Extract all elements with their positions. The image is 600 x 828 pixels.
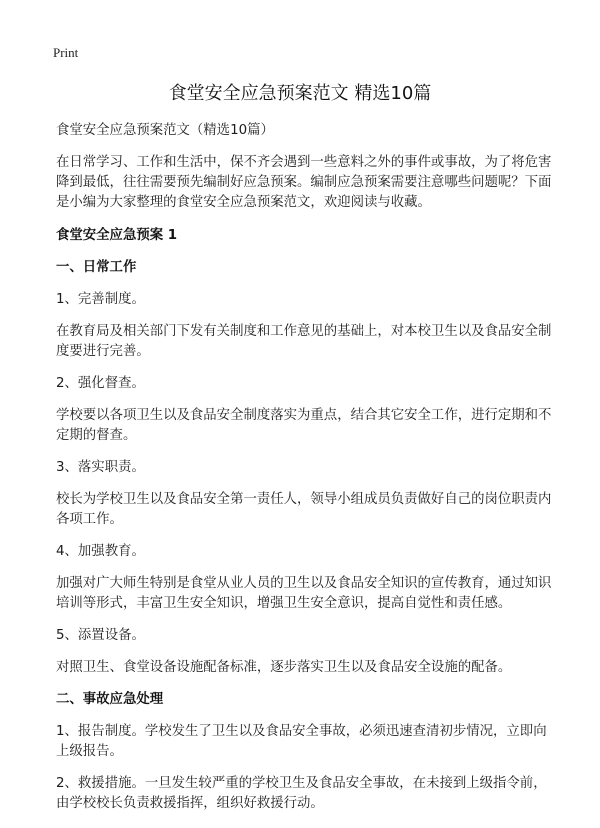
part1-heading: 一、日常工作	[56, 260, 137, 275]
part1-item2-label: 2、强化督查。	[56, 376, 145, 391]
document-title: 食堂安全应急预案范文 精选10篇	[168, 83, 432, 104]
part1-item1-text: 在教育局及相关部门下发有关制度和工作意见的基础上，对本校卫生以及食品安全制度要进行完善。	[56, 324, 552, 359]
part1-item4-label: 4、加强教育。	[56, 544, 145, 559]
document-body	[56, 121, 556, 826]
part1-item1-label: 1、完善制度。	[56, 292, 145, 307]
part1-item3-label: 3、落实职责。	[56, 460, 145, 475]
print-label: Print	[53, 45, 79, 60]
part2-heading: 二、事故应急处理	[56, 692, 164, 707]
part1-item4-text: 加强对广大师生特别是食堂从业人员的卫生以及食品安全知识的宣传教育，通过知识培训等形式，丰富卫生安全知识，增强卫生安全意识，提高自觉性和责任感。	[56, 576, 552, 611]
part1-item3-text: 校长为学校卫生以及食品安全第一责任人，领导小组成员负责做好自己的岗位职责内各项工作。	[56, 492, 552, 527]
part2-item1-text: 1、报告制度。学校发生了卫生以及食品安全事故，必须迅速查清初步情况，立即向上级报告。	[56, 724, 547, 759]
part2-item2-text: 2、救援措施。一旦发生较严重的学校卫生及食品安全事故，在未接到上级指令前，由学校校长负责救援指挥，组织好救援行动。	[56, 776, 547, 811]
part1-item2-text: 学校要以各项卫生以及食品安全制度落实为重点，结合其它安全工作，进行定期和不定期的督查。	[56, 408, 552, 443]
document-subtitle: 食堂安全应急预案范文（精选10篇）	[56, 123, 274, 138]
part1-item5-text: 对照卫生、食堂设备设施配备标准，逐步落实卫生以及食品安全设施的配备。	[56, 660, 512, 675]
part1-item5-label: 5、添置设备。	[56, 628, 145, 643]
section-title: 食堂安全应急预案 1	[56, 228, 178, 243]
intro-paragraph: 在日常学习、工作和生活中，保不齐会遇到一些意料之外的事件或事故，为了将危害降到最低，往往需要预先编制好应急预案。编制应急预案需要注意哪些问题呢？下面是小编为大家整理的食堂安全应急预案范文，欢迎阅读与收藏。	[56, 155, 552, 210]
